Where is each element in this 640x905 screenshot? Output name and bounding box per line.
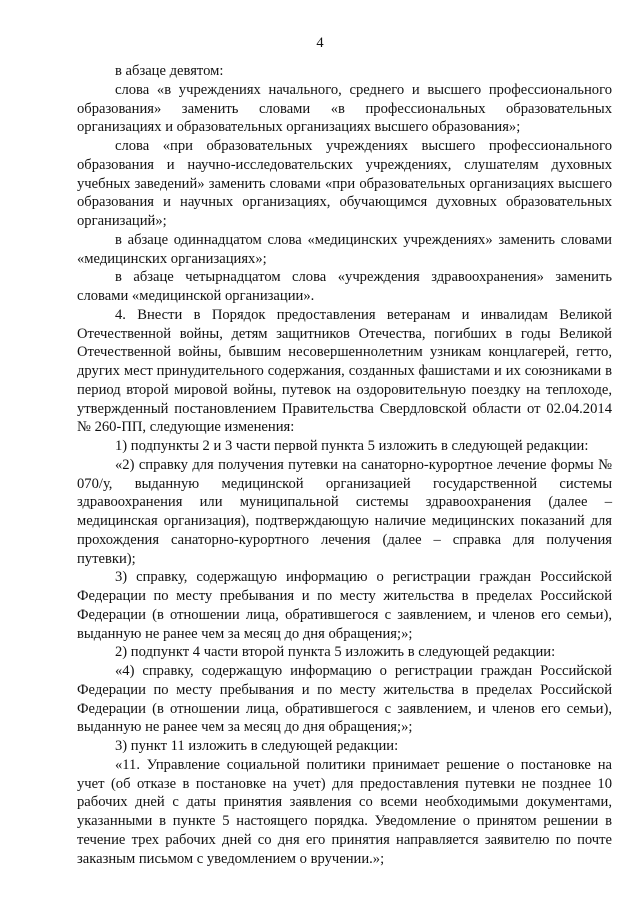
document-body — [77, 62, 612, 868]
page-number: 4 — [316, 35, 324, 51]
paragraph-2: слова «в учреждениях начального, среднего и высшего профессионального образования» заменить словами «в профессиональных образовательных организациях и образовательных организациях высшего образования»; — [77, 81, 612, 136]
paragraph-6: 4. Внести в Порядок предоставления ветеранам и инвалидам Великой Отечественной войны, детям защитников Отечества, погибших в годы Великой Отечественной войны, бывшим несовершеннолетним узникам концлагерей, гетто, других мест принудительного содержания, созданных фашистами и их союзниками в период второй мировой войны, путевок на оздоровительную поездку на теплоходе, утвержденный постановлением Правительства Свердловской области от 02.04.2014 № 260-ПП, следующие изменения: — [77, 306, 612, 436]
paragraph-7: 1) подпункты 2 и 3 части первой пункта 5 изложить в следующей редакции: — [115, 438, 589, 454]
paragraph-1: в абзаце девятом: — [115, 63, 224, 79]
paragraph-3: слова «при образовательных учреждениях высшего профессионального образования и научно-исследовательских учреждениях, слушателям духовных учебных заведений» заменить словами «при образовательных организациях высшего образования и научных организациях, обучающимся духовных образовательных организаций»; — [77, 138, 612, 229]
paragraph-5: в абзаце четырнадцатом слова «учреждения здравоохранения» заменить словами «медицинской организации». — [77, 269, 612, 304]
paragraph-9: 3) справку, содержащую информацию о регистрации граждан Российской Федерации по месту пребывания и по месту жительства в пределах Российской Федерации (в отношении лица, обратившегося с заявлением, и членов его семьи), выданную не ранее чем за месяц до дня обращения;»; — [77, 569, 612, 642]
paragraph-11: «4) справку, содержащую информацию о регистрации граждан Российской Федерации по месту пребывания и по месту жительства в пределах Российской Федерации (в отношении лица, обратившегося с заявлением, и членов его семьи), выданную не ранее чем за месяц до дня обращения;»; — [77, 663, 612, 736]
paragraph-4: в абзаце одиннадцатом слова «медицинских учреждениях» заменить словами «медицинских организациях»; — [77, 231, 612, 267]
paragraph-8: «2) справку для получения путевки на санаторно-курортное лечение формы № 070/у, выданную медицинской организацией государственной системы здравоохранения или муниципальной системы здравоохранения (далее – медицинская организация), подтверждающую наличие медицинских показаний для прохождения санаторно-курортного лечения (далее – справка для получения путевки); — [77, 456, 612, 567]
paragraph-13: «11. Управление социальной политики принимает решение о постановке на учет (об отказе в постановке на учет) для предоставления путевки не позднее 10 рабочих дней с даты принятия заявления со всеми необходимыми документами, указанными в пункте 5 настоящего порядка. Уведомление о принятом решении в течение трех рабочих дней со дня его принятия направляется заявителю по почте заказным письмом с уведомлением о вручении.»; — [77, 756, 612, 867]
paragraph-10: 2) подпункт 4 части второй пункта 5 изложить в следующей редакции: — [115, 644, 556, 661]
paragraph-12: 3) пункт 11 изложить в следующей редакции: — [115, 738, 399, 754]
